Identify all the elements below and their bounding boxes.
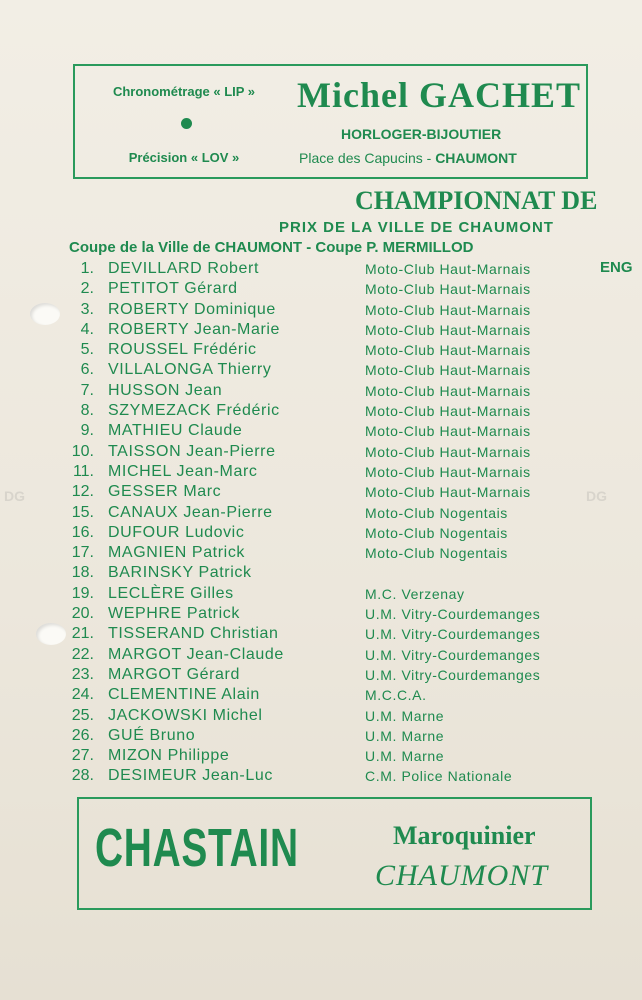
result-row xyxy=(0,482,642,502)
rider-name: BARINSKY Patrick xyxy=(108,564,252,582)
result-rank: 19. xyxy=(71,584,94,602)
rider-name: TAISSON Jean-Pierre xyxy=(108,442,276,460)
rider-club: M.C.C.A. xyxy=(365,687,427,704)
prize-title: PRIX DE LA VILLE DE CHAUMONT xyxy=(279,219,554,236)
address-city: CHAUMONT xyxy=(435,150,517,166)
rider-name: CANAUX Jean-Pierre xyxy=(108,503,273,521)
rider-name: VILLALONGA Thierry xyxy=(108,361,272,379)
rider-club: Moto-Club Haut-Marnais xyxy=(365,261,531,277)
result-row xyxy=(0,584,642,604)
rider-club: M.C. Verzenay xyxy=(365,585,465,602)
rider-club: C.M. Police Nationale xyxy=(365,768,513,785)
rider-name: CLEMENTINE Alain xyxy=(108,686,260,704)
result-row xyxy=(0,645,642,665)
result-row xyxy=(0,462,642,482)
result-rank: 15. xyxy=(71,503,94,521)
result-row xyxy=(0,624,642,644)
rider-club: U.M. Vitry-Courdemanges xyxy=(365,626,541,643)
rider-club: U.M. Vitry-Courdemanges xyxy=(365,606,541,623)
rider-name: MATHIEU Claude xyxy=(108,422,243,440)
rider-club: U.M. Marne xyxy=(365,727,445,744)
result-row xyxy=(0,279,642,299)
result-row xyxy=(0,604,642,624)
championship-title: CHAMPIONNAT DE xyxy=(355,186,598,215)
rider-club: Moto-Club Haut-Marnais xyxy=(365,321,531,338)
rider-club: Moto-Club Haut-Marnais xyxy=(365,342,531,359)
rider-name: ROUSSEL Frédéric xyxy=(108,341,257,359)
address-street: Place des Capucins - xyxy=(299,150,436,166)
result-row xyxy=(0,665,642,685)
watermark-logo-left: DG xyxy=(4,488,25,504)
leather-advert xyxy=(77,797,592,910)
result-rank: 1. xyxy=(80,260,94,277)
result-row xyxy=(0,300,642,320)
rider-club: Moto-Club Haut-Marnais xyxy=(365,301,531,318)
result-rank: 17. xyxy=(71,544,94,562)
rider-name: GESSER Marc xyxy=(108,483,222,501)
result-rank: 3. xyxy=(80,300,94,318)
result-rank: 20. xyxy=(71,605,94,623)
result-rank: 28. xyxy=(71,767,94,785)
result-row xyxy=(0,340,642,360)
results-list xyxy=(0,259,642,787)
rider-name: GUÉ Bruno xyxy=(108,726,196,744)
result-rank: 11. xyxy=(72,462,94,480)
result-rank: 7. xyxy=(80,381,94,399)
rider-club: Moto-Club Haut-Marnais xyxy=(365,484,531,501)
punch-hole-top xyxy=(30,303,60,325)
rider-club: Moto-Club Nogentais xyxy=(365,504,508,521)
result-rank: 27. xyxy=(71,747,94,765)
rider-club: U.M. Vitry-Courdemanges xyxy=(365,666,541,683)
rider-club: Moto-Club Nogentais xyxy=(365,524,508,541)
rider-club: Moto-Club Haut-Marnais xyxy=(365,382,531,399)
rider-name: ROBERTY Dominique xyxy=(108,300,276,318)
rider-name: MARGOT Gérard xyxy=(108,665,240,683)
rider-name: MICHEL Jean-Marc xyxy=(108,462,258,480)
result-rank: 16. xyxy=(71,523,94,541)
watermark-logo-right: DG xyxy=(586,488,607,504)
result-row xyxy=(0,401,642,421)
rider-name: SZYMEZACK Frédéric xyxy=(108,402,280,420)
rider-club: Moto-Club Haut-Marnais xyxy=(365,423,531,440)
rider-name: MAGNIEN Patrick xyxy=(108,544,246,562)
leather-city: CHAUMONT xyxy=(375,859,549,892)
result-row xyxy=(0,259,642,279)
result-row xyxy=(0,543,642,563)
rider-name: PETITOT Gérard xyxy=(108,280,238,298)
rider-club: Moto-Club Haut-Marnais xyxy=(365,403,531,420)
rider-name: DEVILLARD Robert xyxy=(108,260,259,277)
bullet-dot-icon xyxy=(181,118,192,129)
result-row xyxy=(0,320,642,340)
rider-name: WEPHRE Patrick xyxy=(108,605,240,623)
rider-name: MARGOT Jean-Claude xyxy=(108,645,284,663)
rider-name: JACKOWSKI Michel xyxy=(108,706,263,724)
result-rank: 8. xyxy=(80,402,94,420)
result-row xyxy=(0,421,642,441)
result-row xyxy=(0,381,642,401)
result-row xyxy=(0,685,642,705)
leather-brand: CHASTAIN xyxy=(95,818,299,878)
rider-club: U.M. Marne xyxy=(365,707,445,724)
result-row xyxy=(0,523,642,543)
rider-name: ROBERTY Jean-Marie xyxy=(108,320,281,338)
rider-club: Moto-Club Nogentais xyxy=(365,545,508,562)
result-rank: 5. xyxy=(80,341,94,359)
result-rank: 22. xyxy=(71,645,94,663)
result-rank: 26. xyxy=(71,726,94,744)
result-rank: 4. xyxy=(80,320,94,338)
result-rank: 9. xyxy=(80,422,94,440)
rider-club: U.M. Vitry-Courdemanges xyxy=(365,646,541,663)
result-rank: 18. xyxy=(71,564,94,582)
result-rank: 12. xyxy=(71,483,94,501)
result-rank: 23. xyxy=(71,665,94,683)
jeweler-advert xyxy=(73,64,588,179)
result-rank: 2. xyxy=(80,280,94,298)
rider-name: HUSSON Jean xyxy=(108,381,223,399)
jeweler-profession: HORLOGER-BIJOUTIER xyxy=(341,126,502,142)
result-rank: 24. xyxy=(71,686,94,704)
jeweler-address xyxy=(299,150,517,166)
rider-name: DESIMEUR Jean-Luc xyxy=(108,767,273,785)
timing-line: Chronométrage « LIP » xyxy=(112,84,256,99)
rider-name: LECLÈRE Gilles xyxy=(108,584,234,602)
result-row xyxy=(0,563,642,583)
rider-name: TISSERAND Christian xyxy=(108,625,279,643)
result-rank: 6. xyxy=(80,361,94,379)
rider-club: U.M. Marne xyxy=(365,748,445,765)
punch-hole-bottom xyxy=(36,623,66,645)
result-row xyxy=(0,360,642,380)
rider-club: Moto-Club Haut-Marnais xyxy=(365,281,531,298)
result-row xyxy=(0,726,642,746)
result-row xyxy=(0,746,642,766)
result-rank: 25. xyxy=(71,706,94,724)
engaged-label: ENG xyxy=(600,259,633,276)
result-rank: 10. xyxy=(71,442,94,460)
result-rank: 21. xyxy=(71,625,94,643)
rider-club: Moto-Club Haut-Marnais xyxy=(365,463,531,480)
rider-club: Moto-Club Haut-Marnais xyxy=(365,443,531,460)
precision-line: Précision « LOV » xyxy=(128,150,240,165)
jeweler-name: Michel GACHET xyxy=(297,75,581,115)
leather-trade: Maroquinier xyxy=(393,821,536,850)
rider-name: MIZON Philippe xyxy=(108,747,230,765)
rider-name: DUFOUR Ludovic xyxy=(108,523,245,541)
result-row xyxy=(0,442,642,462)
result-row xyxy=(0,503,642,523)
result-row xyxy=(0,766,642,786)
result-row xyxy=(0,706,642,726)
cups-subtitle: Coupe de la Ville de CHAUMONT - Coupe P. MERMILLOD xyxy=(69,239,474,256)
rider-club: Moto-Club Haut-Marnais xyxy=(365,362,531,379)
